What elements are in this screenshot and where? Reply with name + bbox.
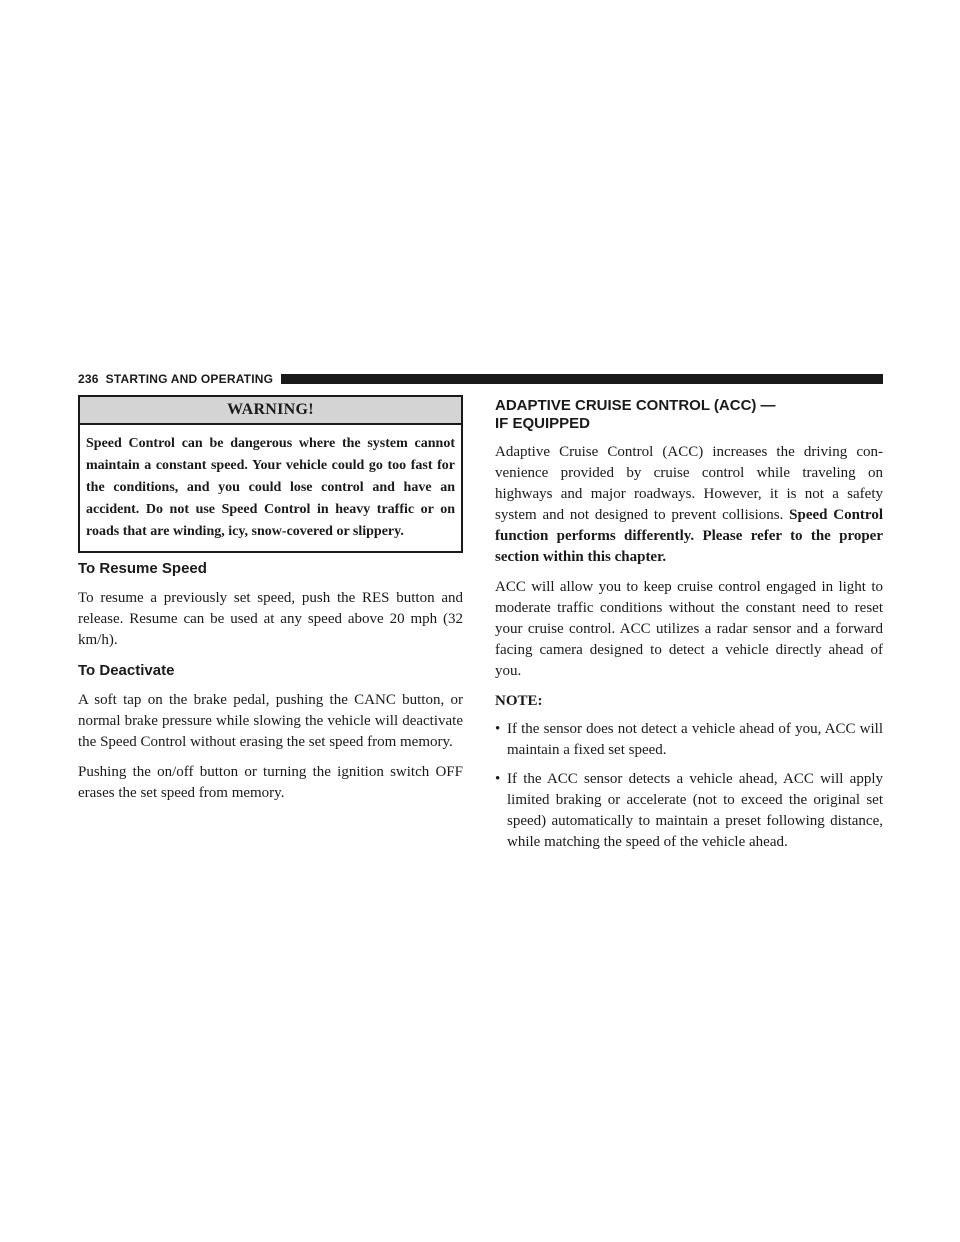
bullet-text: If the ACC sensor detects a vehicle ahead, ACC will apply limited braking or accelerate (not to exceed the original set speed) automatically to maintain a preset following distance, while matching the speed of the vehicle ahead.: [507, 771, 883, 850]
deactivate-paragraph-1: A soft tap on the brake pedal, pushing the CANC button, or normal brake pressure while slowing the vehicle will deactivate the Speed Control without erasing the set speed from memory.: [78, 692, 463, 750]
acc-paragraph-2: ACC will allow you to keep cruise control engaged in light to moderate traffic conditions without the constant need to reset your cruise control. ACC utilizes a radar sensor and a forward facing camera designed to detect a vehicle directly ahead of you.: [495, 579, 883, 679]
bullet-icon: •: [495, 721, 501, 737]
bullet-icon: •: [495, 771, 501, 787]
section-name: STARTING AND OPERATING: [105, 372, 274, 386]
list-item: [495, 769, 883, 853]
acc-intro-plain: Adaptive Cruise Control (ACC) increases the driving con-venience provided by cruise control while traveling on highways and major roadways. However, it is not a safety system and not designed to prevent collisions.: [495, 444, 883, 523]
acc-intro-paragraph: [495, 442, 883, 568]
warning-box: [78, 395, 463, 553]
deactivate-paragraph-2: Pushing the on/off button or turning the ignition switch OFF erases the set speed from memory.: [78, 764, 463, 801]
acc-heading: [495, 397, 883, 433]
warning-title: WARNING!: [80, 397, 461, 425]
bullet-text: If the sensor does not detect a vehicle ahead of you, ACC will maintain a fixed set speed.: [507, 721, 883, 758]
right-column: [495, 395, 883, 861]
acc-intro-bold: Speed Control function performs differently. Please refer to the proper section within this chapter.: [495, 507, 883, 565]
note-label: NOTE:: [495, 693, 543, 709]
acc-heading-line2: IF EQUIPPED: [495, 415, 591, 432]
resume-paragraph: To resume a previously set speed, push the RES button and release. Resume can be used at any speed above 20 mph (32 km/h).: [78, 590, 463, 648]
page-number: 236: [78, 372, 99, 386]
acc-heading-line1: ADAPTIVE CRUISE CONTROL (ACC) —: [495, 397, 776, 414]
deactivate-heading: To Deactivate: [78, 662, 175, 679]
resume-heading: To Resume Speed: [78, 560, 207, 577]
page-header: [78, 371, 883, 387]
warning-text: Speed Control can be dangerous where the system cannot maintain a constant speed. Your vehicle could go too fast for the conditions, and you could lose control and have an accident. Do not use Speed Control in heavy traffic or on roads that are winding, icy, snow-covered or slippery.: [86, 436, 455, 539]
note-bullet-list: [495, 719, 883, 853]
list-item: [495, 719, 883, 761]
header-rule: [281, 374, 883, 384]
left-column: [78, 395, 463, 804]
